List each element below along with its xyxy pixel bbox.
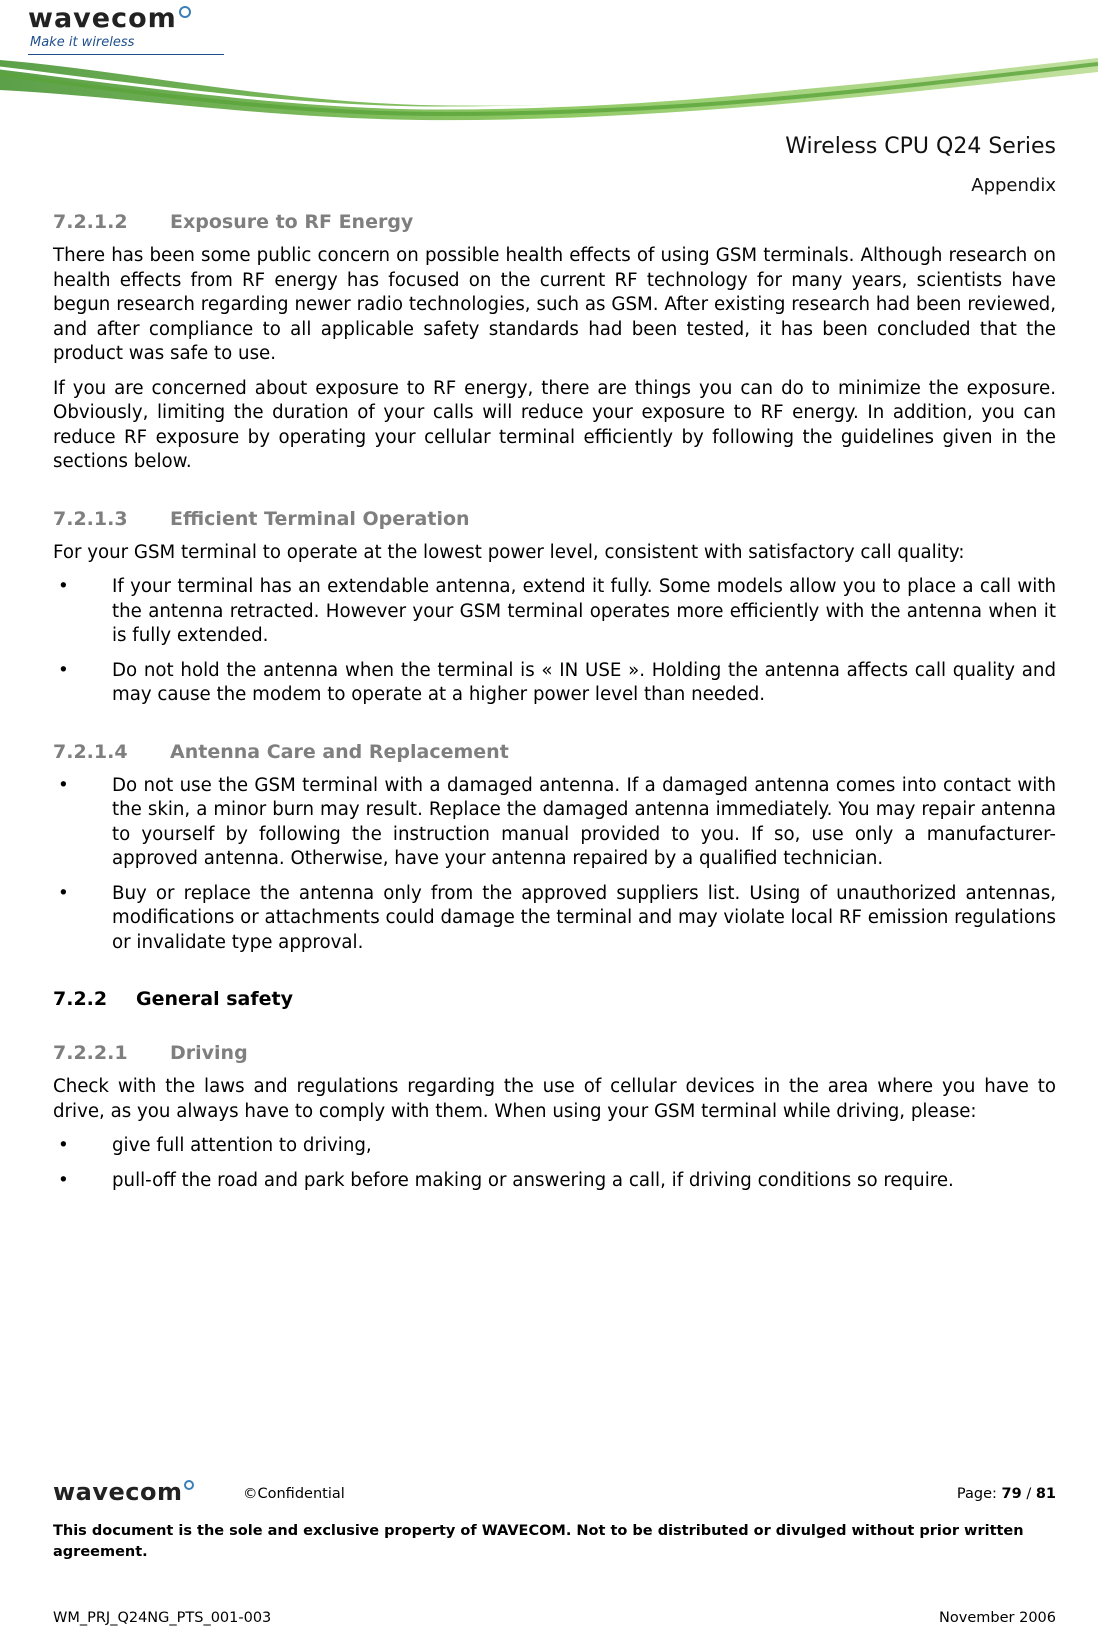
logo-text: wavecom (28, 3, 177, 34)
list-item: • give full attention to driving, (53, 1134, 1056, 1159)
confidential-label: ©Confidential (243, 1486, 345, 1502)
heading-7-2-2-1 (53, 1041, 1056, 1065)
list-item: • If your terminal has an extendable antenna, extend it fully. Some models allow you to place a call with the antenna retracted. However your GSM terminal operates more efficiently with the antenna when it is fully extended. (53, 575, 1056, 649)
document-reference: WM_PRJ_Q24NG_PTS_001-003 (53, 1610, 272, 1626)
heading-text: Driving (170, 1042, 248, 1064)
bullet-list (53, 1134, 1056, 1193)
heading-text: Efficient Terminal Operation (170, 507, 470, 530)
page-separator: / (1026, 1486, 1032, 1502)
document-section: Appendix (971, 175, 1056, 196)
paragraph: There has been some public concern on possible health effects of using GSM terminals. Although research on health effects from RF energy has focused on the current RF technology for many years, scientists have begun research regarding newer radio technologies, such as GSM. After existing research had been reviewed, and after compliance to all applicable safety standards had been tested, it has been concluded that the product was safe to use. (53, 245, 1056, 364)
confidentiality-notice: This document is the sole and exclusive property of WAVECOM. Not to be distributed or divulged without prior written agreement. (53, 1523, 1024, 1560)
page-current: 79 (1001, 1486, 1022, 1502)
heading-7-2-1-3 (53, 507, 1056, 531)
registered-mark-icon (184, 1480, 194, 1490)
bullet-list (53, 575, 1056, 708)
heading-text: Antenna Care and Replacement (170, 740, 509, 763)
list-item: • Do not use the GSM terminal with a damaged antenna. If a damaged antenna comes into contact with the skin, a minor burn may result. Replace the damaged antenna immediately. You may repair antenna to yourself by following the instruction manual provided to you. If so, use only a manufacturer-approved antenna. Otherwise, have your antenna repaired by a qualified technician. (53, 774, 1056, 872)
page-total: 81 (1035, 1486, 1056, 1502)
heading-number: 7.2.1.2 (53, 211, 128, 233)
heading-text: General safety (136, 988, 293, 1010)
heading-7-2-1-2 (53, 210, 1056, 234)
footer-logo-text: wavecom (53, 1478, 183, 1506)
paragraph: For your GSM terminal to operate at the lowest power level, consistent with satisfactory call quality: (53, 541, 965, 563)
heading-number: 7.2.1.4 (53, 740, 128, 763)
page-content (53, 210, 1056, 1193)
heading-number: 7.2.2.1 (53, 1042, 128, 1064)
heading-text: Exposure to RF Energy (170, 211, 414, 233)
paragraph: If you are concerned about exposure to RF energy, there are things you can do to minimize the exposure. Obviously, limiting the duration of your calls will reduce your exposure to RF energy. In addition, you can reduce RF exposure by operating your cellular terminal efficiently by following the guidelines given in the sections below. (53, 377, 1056, 472)
document-title: Wireless CPU Q24 Series (785, 134, 1056, 159)
heading-7-2-1-4 (53, 740, 1056, 764)
header-swoosh (0, 40, 1098, 140)
page-number (957, 1486, 1056, 1502)
page-footer (53, 1478, 1056, 1626)
list-item: • Buy or replace the antenna only from the approved suppliers list. Using of unauthorized antennas, modifications or attachments could damage the terminal and may violate local RF emission regulations or invalidate type approval. (53, 882, 1056, 956)
heading-number: 7.2.1.3 (53, 507, 128, 530)
footer-logo (53, 1480, 194, 1504)
list-item: • Do not hold the antenna when the terminal is « IN USE ». Holding the antenna affects call quality and may cause the modem to operate at a higher power level than needed. (53, 659, 1056, 708)
paragraph: Check with the laws and regulations regarding the use of cellular devices in the area where you have to drive, as you always have to comply with them. When using your GSM terminal while driving, please: (53, 1076, 1056, 1122)
heading-number: 7.2.2 (53, 988, 108, 1010)
logo-tagline: Make it wireless (30, 35, 135, 50)
heading-7-2-2 (53, 987, 1056, 1011)
page-label: Page: (956, 1486, 997, 1502)
document-date: November 2006 (939, 1610, 1056, 1626)
bullet-list (53, 774, 1056, 956)
registered-mark-icon (179, 6, 191, 18)
list-item: • pull-off the road and park before making or answering a call, if driving conditions so require. (53, 1169, 1056, 1194)
